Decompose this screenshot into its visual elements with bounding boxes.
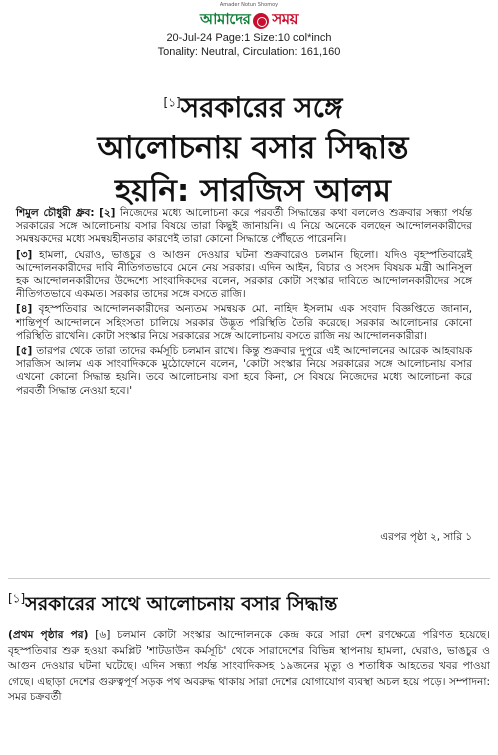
headline-line-2: আলোচনায় বসার সিদ্ধান্ত [97,130,409,166]
logo-seal-icon [253,13,269,29]
article-body [16,207,472,400]
clipping-meta-date: 20-Jul-24 Page:1 Size:10 col*inch [166,32,332,44]
paragraph-text: বৃহস্পতিবার আন্দোলনকারীদের অন্যতম সমন্বয়ক মো. নাহিদ ইসলাম এক সংবাদ বিজ্ঞপ্তিতে জানান, শান্তিপূর্ণ আন্দোলনে সহিংসতা চালিয়ে সরকার উদ্ভূত পরিস্থিতি তৈরি করেছে। সরকার আলোচনার কোনো পরিস্থিতি রাখেনি। কোটা সংস্কার নিয়ে সরকারের সঙ্গে আলোচনায় বসতে রাজি নয় আন্দোলনকারীরা। [16,303,472,342]
continuation-headline-text: সরকারের সাথে আলোচনায় বসার সিদ্ধান্ত [25,593,338,615]
article-marker: [১] [163,95,181,110]
continuation-marker: [১] [8,591,26,606]
paragraph-text: তারপর থেকে তারা তাদের কর্মসূচি চলমান রাখে। কিন্তু শুক্রবার দুপুরে এই আন্দোলনের আরেক আহবায়ক সারজিস আলম এক সাংবাদিককে মুঠোফোনে বলেন, 'কোটা সংস্কার নিয়ে সরকারের সঙ্গে আলোচনায় বসার এখনো কোনো সিদ্ধান্ত হয়নি। তবে আলোচনায় বসা হবে কিনা, সে বিষয়ে নিজেদের মধ্যে আলোচনা করে পরবর্তী সিদ্ধান্ত নেওয়া হবে।' [16,345,472,397]
logo-word-right: সময় [272,10,298,28]
paragraph-number: [৫] [16,345,33,358]
logo-word-left: আমাদের [200,10,251,28]
continuation-text: চলমান কোটা সংস্কার আন্দোলনকে কেন্দ্র করে সারা দেশ রণক্ষেত্রে পরিণত হয়েছে। বৃহস্পতিবার শুরু হওয়া কমপ্লিট 'শাটডাউন কর্মসূচি' থেকে সারাদেশের বিভিন্ন স্থাপনায় হামলা, ঘেরাও, ভাঙচুর ও আগুন দেওয়ার ঘটনা ঘটেছে। এদিন সন্ধ্যা পর্যন্ত সাংবাদিকসহ ১৯জনের মৃত্যু ও শতাধিক আহতের খবর পাওয়া গেছে। এছাড়া দেশের গুরুত্বপূর্ণ সড়ক পথ অবরুদ্ধ থাকায় সারা দেশের যোগাযোগ ব্যবস্থা অচল হয়ে পড়ে। [8,629,490,688]
clipping-meta-tonality: Tonality: Neutral, Circulation: 161,160 [157,46,341,58]
newspaper-logo [200,12,298,30]
paragraph-number: [৪] [16,303,33,316]
paragraph-number: [২] [99,207,116,219]
continuation-lead: (প্রথম পৃষ্ঠার পর) [8,629,89,641]
section-divider [8,578,490,579]
paragraph-number: [৬] [95,629,111,641]
masthead-tagline: Amader Notun Shomoy [219,2,279,8]
paragraph [16,345,472,398]
paragraph [16,207,472,247]
editor-credit: সম্পাদনা: সমর চক্রবর্তী [8,675,491,704]
paragraph-number: [৩] [16,248,33,261]
headline-text-1: সরকারের সঙ্গে [180,91,343,124]
paragraph [16,303,472,343]
continuation-body [8,628,490,706]
headline-line-3: হয়নি: সারজিস আলম [115,173,391,209]
continued-reference: এরপর পৃষ্ঠা ২, সারি ১ [380,531,472,543]
continuation-headline [8,590,488,622]
paragraph-text: হামলা, ঘেরাও, ভাঙচুর ও আগুন দেওয়ার ঘটনা শুক্রবারেও চলমান ছিলো। যদিও বৃহস্পতিবারেই আন্দোলনকারীদের দাবি নীতিগতভাবে মেনে নেয় সরকার। এদিন আইন, বিচার ও সংসদ বিষয়ক মন্ত্রী আনিসুল হক আন্দোলনকারীদের উদ্দেশ্যে সাংবাদিকদের বলেন, সরকার কোটা সংস্কার দাবিতে আন্দোলনকারীদের সঙ্গে নীতিগতভাবে একমত। সরকার তাদের সঙ্গে বসতে রাজি। [16,248,472,301]
paragraph-text: নিজেদের মধ্যে আলোচনা করে পরবর্তী সিদ্ধান্তের কথা বললেও শুক্রবার সন্ধ্যা পর্যন্ত সরকারের সঙ্গে আলোচনায় বসার বিষয়ে তারা কিছুই জানায়নি। এ নিয়ে অনেকে বলছেন আন্দোলনকারীদের সমন্বয়কদের মধ্যে সমন্বয়হীনতার কারণেই তারা কোনো সিদ্ধান্তে পৌঁছতে পারেননি। [16,207,473,246]
byline: শিমুল চৌধুরী ধ্রুব: [16,207,95,219]
masthead [0,2,498,30]
paragraph [16,249,472,302]
